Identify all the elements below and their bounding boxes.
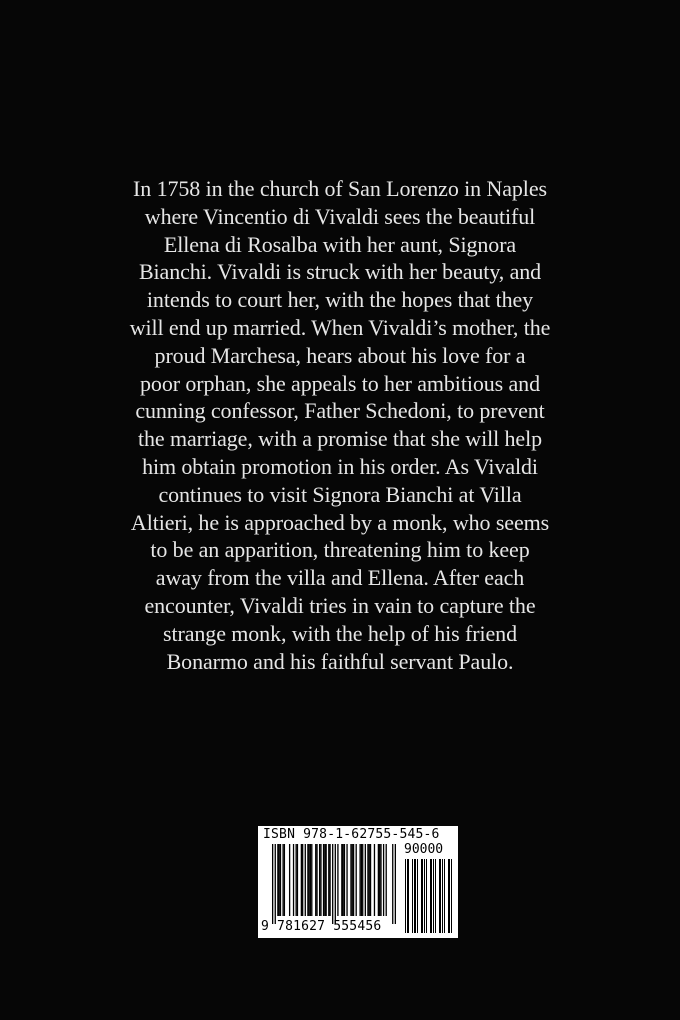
barcode-bar bbox=[431, 859, 432, 933]
barcode-bar bbox=[301, 844, 302, 916]
barcode-bar bbox=[383, 844, 384, 916]
barcode-bar bbox=[284, 844, 285, 916]
blurb-line: proud Marchesa, hears about his love for a bbox=[154, 342, 526, 368]
barcode-bar bbox=[295, 844, 296, 916]
barcode-bar bbox=[408, 859, 409, 933]
barcode-bar bbox=[380, 844, 381, 916]
barcode-bar bbox=[352, 844, 353, 916]
blurb-line: will end up married. When Vivaldi’s mother, the bbox=[129, 314, 551, 340]
barcode-bar bbox=[335, 844, 336, 924]
barcode-bar bbox=[412, 859, 413, 933]
barcode-bar bbox=[421, 859, 422, 933]
blurb-line: Ellena di Rosalba with her aunt, Signora bbox=[163, 231, 517, 257]
blurb-line: strange monk, with the help of his friend bbox=[163, 620, 517, 646]
barcode-bar bbox=[386, 844, 387, 916]
blurb-line: Bianchi. Vivaldi is struck with her beauty, and bbox=[138, 259, 542, 285]
barcode-bar bbox=[302, 844, 303, 916]
barcode-bar bbox=[272, 844, 273, 924]
blurb-text bbox=[100, 175, 580, 675]
barcode-bar bbox=[361, 844, 362, 916]
barcode-bar bbox=[449, 859, 450, 933]
blurb-line: intends to court her, with the hopes that they bbox=[146, 287, 534, 313]
barcode-bar bbox=[442, 859, 443, 933]
barcode-bar bbox=[422, 859, 423, 933]
barcode-bar bbox=[293, 844, 294, 916]
barcode-bar bbox=[316, 844, 317, 916]
barcode-bar bbox=[297, 844, 298, 916]
barcode-bar bbox=[392, 844, 393, 924]
barcode-bar bbox=[435, 859, 436, 933]
barcode-bar bbox=[362, 844, 363, 916]
barcode-bar bbox=[337, 844, 338, 916]
barcode-bar bbox=[324, 844, 325, 916]
barcode-bar bbox=[407, 859, 408, 933]
barcode-bar bbox=[320, 844, 321, 916]
barcode-bar bbox=[280, 844, 281, 916]
barcode-bar bbox=[279, 844, 280, 916]
isbn-label: ISBN 978-1-62755-545-6 bbox=[263, 827, 440, 842]
barcode-bar bbox=[365, 844, 366, 916]
barcode-bar bbox=[344, 844, 345, 916]
barcode-bar bbox=[426, 859, 427, 933]
blurb-line: him obtain promotion in his order. As Vivaldi bbox=[142, 453, 538, 479]
barcode-bar bbox=[415, 859, 416, 933]
price-code: 90000 bbox=[404, 842, 444, 857]
barcode-bar bbox=[328, 844, 329, 916]
barcode-bar bbox=[310, 844, 311, 916]
barcode-bar bbox=[282, 844, 283, 916]
barcode-bar bbox=[430, 859, 431, 933]
barcode-bar bbox=[350, 844, 351, 916]
barcode-bar bbox=[433, 859, 434, 933]
barcode-bar bbox=[370, 844, 371, 916]
blurb-line: poor orphan, she appeals to her ambitious and bbox=[140, 370, 540, 396]
barcode-bar bbox=[332, 844, 333, 924]
blurb-line: continues to visit Signora Bianchi at Villa bbox=[158, 481, 522, 507]
barcode-bar bbox=[369, 844, 370, 916]
barcode-bar bbox=[315, 844, 316, 916]
blurb-line: encounter, Vivaldi tries in vain to capture the bbox=[144, 592, 536, 618]
barcode-bar bbox=[440, 859, 441, 933]
blurb-line: In 1758 in the church of San Lorenzo in Naples bbox=[133, 176, 547, 201]
barcode-bar bbox=[309, 844, 310, 916]
barcode-bar bbox=[356, 844, 357, 916]
barcode-bar bbox=[395, 844, 396, 924]
ean13-bars bbox=[272, 844, 396, 924]
barcode-bar bbox=[346, 844, 347, 916]
barcode-bar bbox=[307, 844, 308, 916]
barcode-bar bbox=[326, 844, 327, 916]
barcode-bar bbox=[405, 859, 406, 933]
barcode-bar bbox=[342, 844, 343, 916]
barcode-bar bbox=[417, 859, 418, 933]
blurb-line: the marriage, with a promise that she will help bbox=[137, 426, 543, 452]
barcode-bar bbox=[289, 844, 290, 916]
barcode-bar bbox=[341, 844, 342, 916]
barcode-bar bbox=[311, 844, 312, 916]
barcode-bar bbox=[378, 844, 379, 916]
barcode-bar bbox=[305, 844, 306, 916]
barcode-bar bbox=[319, 844, 320, 916]
barcode-bar bbox=[275, 844, 276, 924]
barcode-bar bbox=[448, 859, 449, 933]
barcode-bar bbox=[424, 859, 425, 933]
blurb-line: away from the villa and Ellena. After each bbox=[155, 565, 525, 591]
blurb-line: Bonarmo and his faithful servant Paulo. bbox=[166, 648, 514, 674]
blurb-line: to be an apparition, threatening him to keep bbox=[150, 537, 530, 563]
isbn-barcode bbox=[258, 826, 458, 938]
barcode-bar bbox=[439, 859, 440, 933]
blurb-line: cunning confessor, Father Schedoni, to prevent bbox=[135, 398, 545, 424]
addon-bars bbox=[404, 859, 452, 933]
barcode-bar bbox=[353, 844, 354, 916]
blurb-line: Altieri, he is approached by a monk, who seems bbox=[130, 509, 550, 535]
barcode-bar bbox=[277, 844, 278, 916]
barcode-bar bbox=[323, 844, 324, 916]
barcode-bar bbox=[379, 844, 380, 916]
barcode-bar bbox=[367, 844, 368, 916]
barcode-bar bbox=[329, 844, 330, 916]
barcode-bar bbox=[414, 859, 415, 933]
barcode-bar bbox=[444, 859, 445, 933]
barcode-bar bbox=[374, 844, 375, 916]
blurb-line: where Vincentio di Vivaldi sees the beautiful bbox=[144, 203, 536, 229]
barcode-bar bbox=[451, 859, 452, 933]
ean-digits: 9 781627 555456 bbox=[261, 919, 382, 934]
barcode-bar bbox=[359, 844, 360, 916]
